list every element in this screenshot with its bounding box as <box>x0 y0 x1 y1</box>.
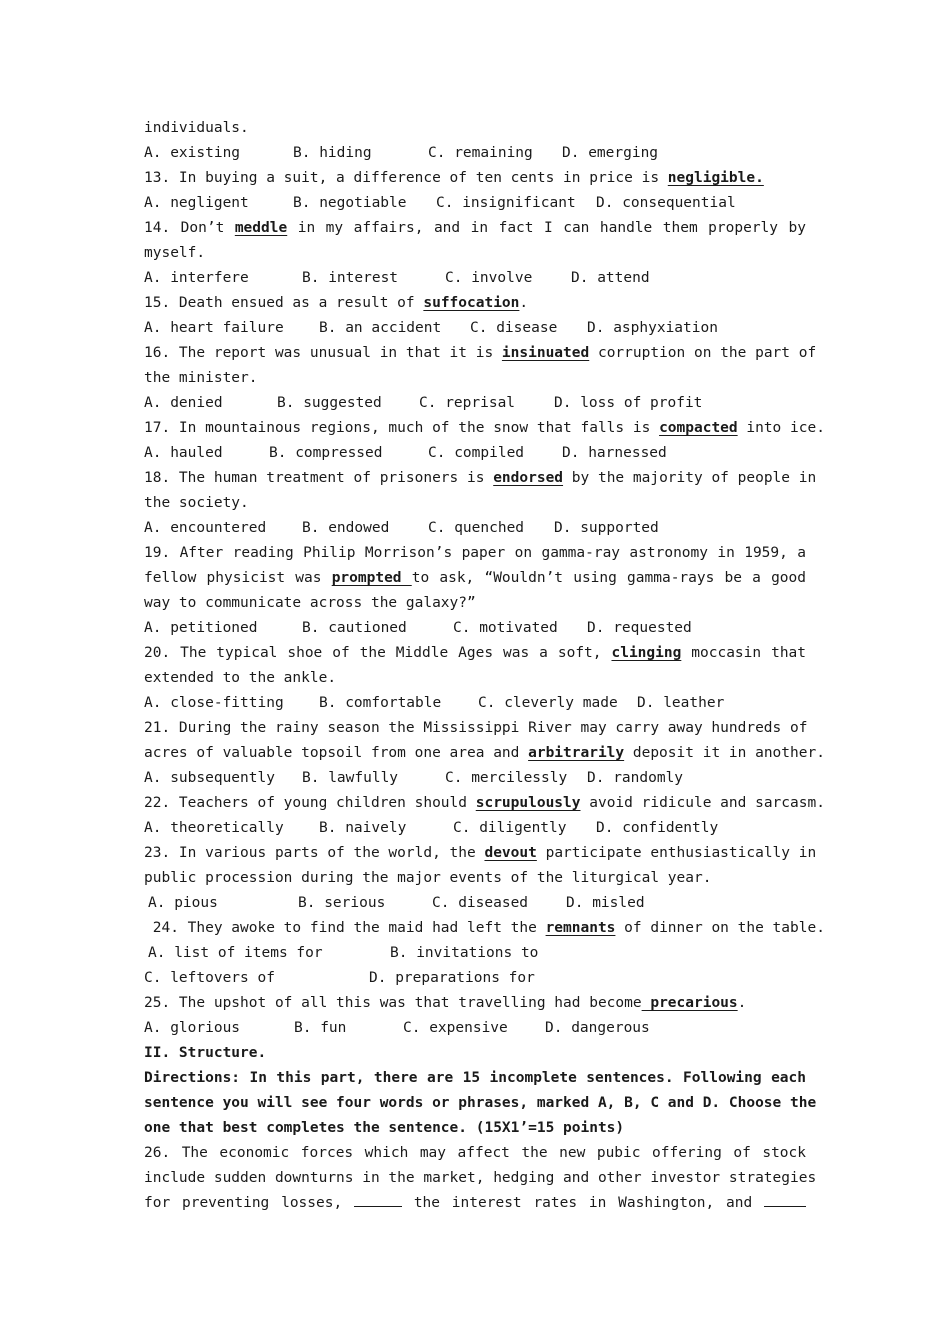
option-a: A. pious <box>148 895 218 911</box>
option-a: A. subsequently <box>144 770 275 786</box>
text-line: fellow physicist was prompted to ask, “Wouldn’t using gamma-rays be a good <box>144 570 806 586</box>
option-b: B. interest <box>302 270 399 286</box>
options-q14 <box>144 266 806 291</box>
option-c: C. reprisal <box>419 395 516 411</box>
question-25: 25. The upshot of all this was that travelling had become precarious. <box>144 995 747 1011</box>
keyword: devout <box>484 845 537 861</box>
keyword: scrupulously <box>475 795 581 811</box>
keyword: clinging <box>611 645 682 661</box>
option-d: D. consequential <box>596 195 736 211</box>
question-20: 20. The typical shoe of the Middle Ages was a soft, clinging moccasin that <box>144 645 807 661</box>
question-18: 18. The human treatment of prisoners is endorsed by the majority of people in <box>144 470 817 486</box>
text-line: public procession during the major events of the liturgical year. <box>144 870 712 886</box>
question-26: 26. The economic forces which may affect the new pubic offering of stock <box>144 1145 806 1161</box>
options-q25 <box>144 1016 806 1041</box>
option-d: D. leather <box>637 695 725 711</box>
options-q17 <box>144 441 806 466</box>
option-a: A. close-fitting <box>144 695 284 711</box>
option-d: D. randomly <box>587 770 684 786</box>
question-16: 16. The report was unusual in that it is insinuated corruption on the part of <box>144 345 817 361</box>
question-17: 17. In mountainous regions, much of the snow that falls is compacted into ice. <box>144 420 825 436</box>
text-line: way to communicate across the galaxy?” <box>144 595 476 611</box>
option-b: B. hiding <box>293 145 372 161</box>
options-q16 <box>144 391 806 416</box>
directions-line: Directions: In this part, there are 15 incomplete sentences. Following each <box>144 1070 806 1086</box>
option-b: B. an accident <box>319 320 442 336</box>
question-22: 22. Teachers of young children should scrupulously avoid ridicule and sarcasm. <box>144 795 825 811</box>
option-a: A. denied <box>144 395 223 411</box>
question-13: 13. In buying a suit, a difference of ten cents in price is negligible. <box>144 170 764 186</box>
keyword: arbitrarily <box>528 745 625 761</box>
keyword: meddle <box>234 220 288 236</box>
keyword: remnants <box>545 920 616 936</box>
option-a: A. negligent <box>144 195 249 211</box>
option-d: D. misled <box>566 895 645 911</box>
option-c: C. leftovers of <box>144 970 275 986</box>
keyword: endorsed <box>493 470 564 486</box>
option-c: C. quenched <box>428 520 525 536</box>
directions-line: one that best completes the sentence. (15X1’=15 points) <box>144 1120 625 1136</box>
question-15: 15. Death ensued as a result of suffocation. <box>144 295 529 311</box>
option-a: A. hauled <box>144 445 223 461</box>
keyword: suffocation <box>423 295 520 311</box>
option-d: D. confidently <box>596 820 719 836</box>
option-c: C. cleverly made <box>478 695 618 711</box>
option-d: D. dangerous <box>545 1020 650 1036</box>
question-24: 24. They awoke to find the maid had left the remnants of dinner on the table. <box>144 920 825 936</box>
option-a: A. interfere <box>144 270 249 286</box>
text-line: extended to the ankle. <box>144 670 337 686</box>
directions-line: sentence you will see four words or phrases, marked A, B, C and D. Choose the <box>144 1095 817 1111</box>
option-c: C. expensive <box>403 1020 508 1036</box>
option-c: C. insignificant <box>436 195 576 211</box>
option-a: A. petitioned <box>144 620 258 636</box>
option-b: B. negotiable <box>293 195 407 211</box>
question-19: 19. After reading Philip Morrison’s paper on gamma-ray astronomy in 1959, a <box>144 545 806 561</box>
option-c: C. remaining <box>428 145 533 161</box>
option-d: D. preparations for <box>369 970 535 986</box>
option-c: C. diligently <box>453 820 567 836</box>
options-q15 <box>144 316 806 341</box>
options-q23 <box>144 891 806 916</box>
option-b: B. comfortable <box>319 695 442 711</box>
keyword: compacted <box>659 420 738 436</box>
text-line: the minister. <box>144 370 258 386</box>
option-b: B. cautioned <box>302 620 407 636</box>
option-d: D. attend <box>571 270 650 286</box>
text-line: myself. <box>144 245 206 261</box>
text-line: the society. <box>144 495 249 511</box>
option-c: C. disease <box>470 320 558 336</box>
option-a: A. list of items for <box>148 945 323 961</box>
keyword: prompted <box>331 570 412 586</box>
option-c: C. motivated <box>453 620 558 636</box>
option-d: D. loss of profit <box>554 395 703 411</box>
option-c: C. compiled <box>428 445 525 461</box>
options-q13 <box>144 191 806 216</box>
options-q18 <box>144 516 806 541</box>
text-line: for preventing losses, the interest rates in Washington, and <box>144 1191 806 1216</box>
text-line: acres of valuable topsoil from one area and arbitrarily deposit it in another. <box>144 745 825 761</box>
option-c: C. mercilessly <box>445 770 568 786</box>
option-d: D. supported <box>554 520 659 536</box>
option-a: A. heart failure <box>144 320 284 336</box>
section-heading: II. Structure. <box>144 1045 267 1061</box>
text-line: include sudden downturns in the market, hedging and other investor strategies <box>144 1170 817 1186</box>
option-d: D. harnessed <box>562 445 667 461</box>
question-14: 14. Don’t meddle in my affairs, and in fact I can handle them properly by <box>144 220 806 236</box>
options-q24-row1 <box>144 941 806 966</box>
option-a: A. glorious <box>144 1020 241 1036</box>
options-q20 <box>144 691 806 716</box>
option-b: B. invitations to <box>390 945 539 961</box>
option-c: C. diseased <box>432 895 529 911</box>
question-21: 21. During the rainy season the Mississippi River may carry away hundreds of <box>144 720 808 736</box>
option-b: B. fun <box>294 1020 347 1036</box>
options-q21 <box>144 766 806 791</box>
answer-blank <box>764 1192 806 1207</box>
keyword: negligible. <box>667 170 764 186</box>
option-c: C. involve <box>445 270 533 286</box>
option-d: D. requested <box>587 620 692 636</box>
option-a: A. existing <box>144 145 241 161</box>
option-b: B. compressed <box>269 445 383 461</box>
option-d: D. emerging <box>562 145 659 161</box>
options-q19 <box>144 616 806 641</box>
answer-blank <box>354 1192 402 1207</box>
options-q12 <box>144 141 806 166</box>
option-a: A. encountered <box>144 520 267 536</box>
option-b: B. lawfully <box>302 770 399 786</box>
keyword: precarious <box>641 995 738 1011</box>
options-q24-row2 <box>144 966 806 991</box>
question-23: 23. In various parts of the world, the devout participate enthusiastically in <box>144 845 817 861</box>
option-d: D. asphyxiation <box>587 320 718 336</box>
option-b: B. suggested <box>277 395 382 411</box>
option-b: B. serious <box>298 895 386 911</box>
options-q22 <box>144 816 806 841</box>
option-b: B. naively <box>319 820 407 836</box>
option-a: A. theoretically <box>144 820 284 836</box>
text-line: individuals. <box>144 120 249 136</box>
option-b: B. endowed <box>302 520 390 536</box>
keyword: insinuated <box>501 345 590 361</box>
